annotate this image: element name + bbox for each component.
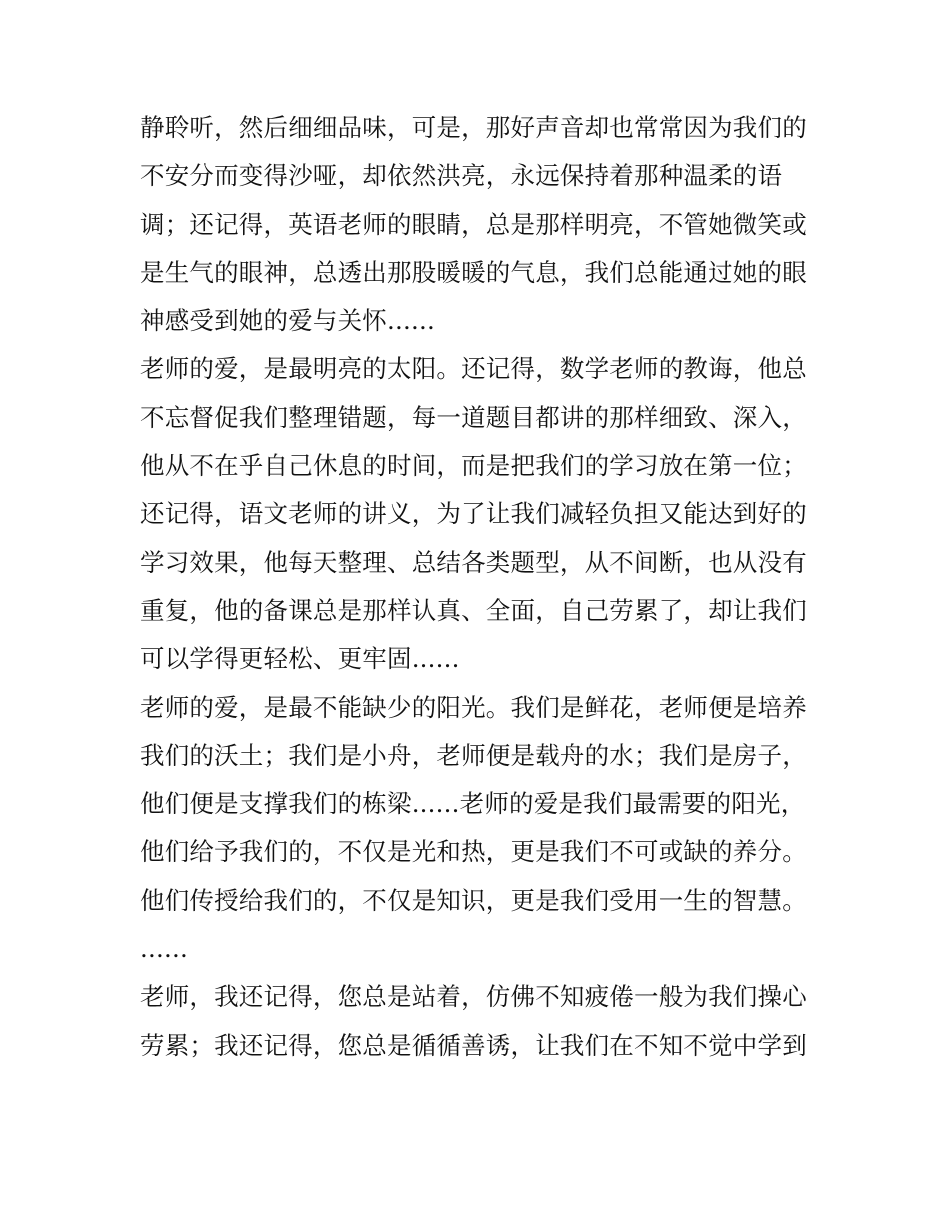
text-line: 他们便是支撑我们的栋梁......老师的爱是我们最需要的阳光， bbox=[140, 789, 806, 819]
text-line: 他们给予我们的，不仅是光和热，更是我们不可或缺的养分。 bbox=[140, 837, 807, 867]
text-line: 老师的爱，是最明亮的太阳。还记得，数学老师的教诲，他总 bbox=[140, 354, 807, 384]
text-line: 老师的爱，是最不能缺少的阳光。我们是鲜花，老师便是培养 bbox=[140, 692, 807, 722]
text-line: 学习效果，他每天整理、总结各类题型，从不间断，也从没有 bbox=[140, 547, 807, 577]
text-line: 重复，他的备课总是那样认真、全面，自己劳累了，却让我们 bbox=[140, 595, 807, 625]
text-line: 调；还记得，英语老师的眼睛，总是那样明亮，不管她微笑或 bbox=[140, 209, 807, 239]
text-line: 我们的沃土；我们是小舟，老师便是载舟的水；我们是房子， bbox=[140, 740, 807, 770]
text-line: 不忘督促我们整理错题，每一道题目都讲的那样细致、深入， bbox=[140, 402, 807, 432]
text-line: 可以学得更轻松、更牢固...... bbox=[140, 644, 460, 674]
text-line: 还记得，语文老师的讲义，为了让我们减轻负担又能达到好的 bbox=[140, 499, 807, 529]
text-line: 不安分而变得沙哑，却依然洪亮，永远保持着那种温柔的语 bbox=[140, 161, 783, 191]
text-line: 神感受到她的爱与关怀...... bbox=[140, 306, 435, 336]
text-line: 老师，我还记得，您总是站着，仿佛不知疲倦一般为我们操心 bbox=[140, 982, 807, 1012]
text-line: ...... bbox=[140, 934, 188, 964]
text-line: 他们传授给我们的，不仅是知识，更是我们受用一生的智慧。 bbox=[140, 885, 807, 915]
text-line: 静聆听，然后细细品味，可是，那好声音却也常常因为我们的 bbox=[140, 113, 807, 142]
text-line: 劳累；我还记得，您总是循循善诱，让我们在不知不觉中学到 bbox=[140, 1030, 807, 1060]
text-line: 他从不在乎自己休息的时间，而是把我们的学习放在第一位； bbox=[140, 451, 807, 481]
essay-text bbox=[140, 104, 820, 1070]
text-line: 是生气的眼神，总透出那股暖暖的气息，我们总能通过她的眼 bbox=[140, 257, 807, 287]
